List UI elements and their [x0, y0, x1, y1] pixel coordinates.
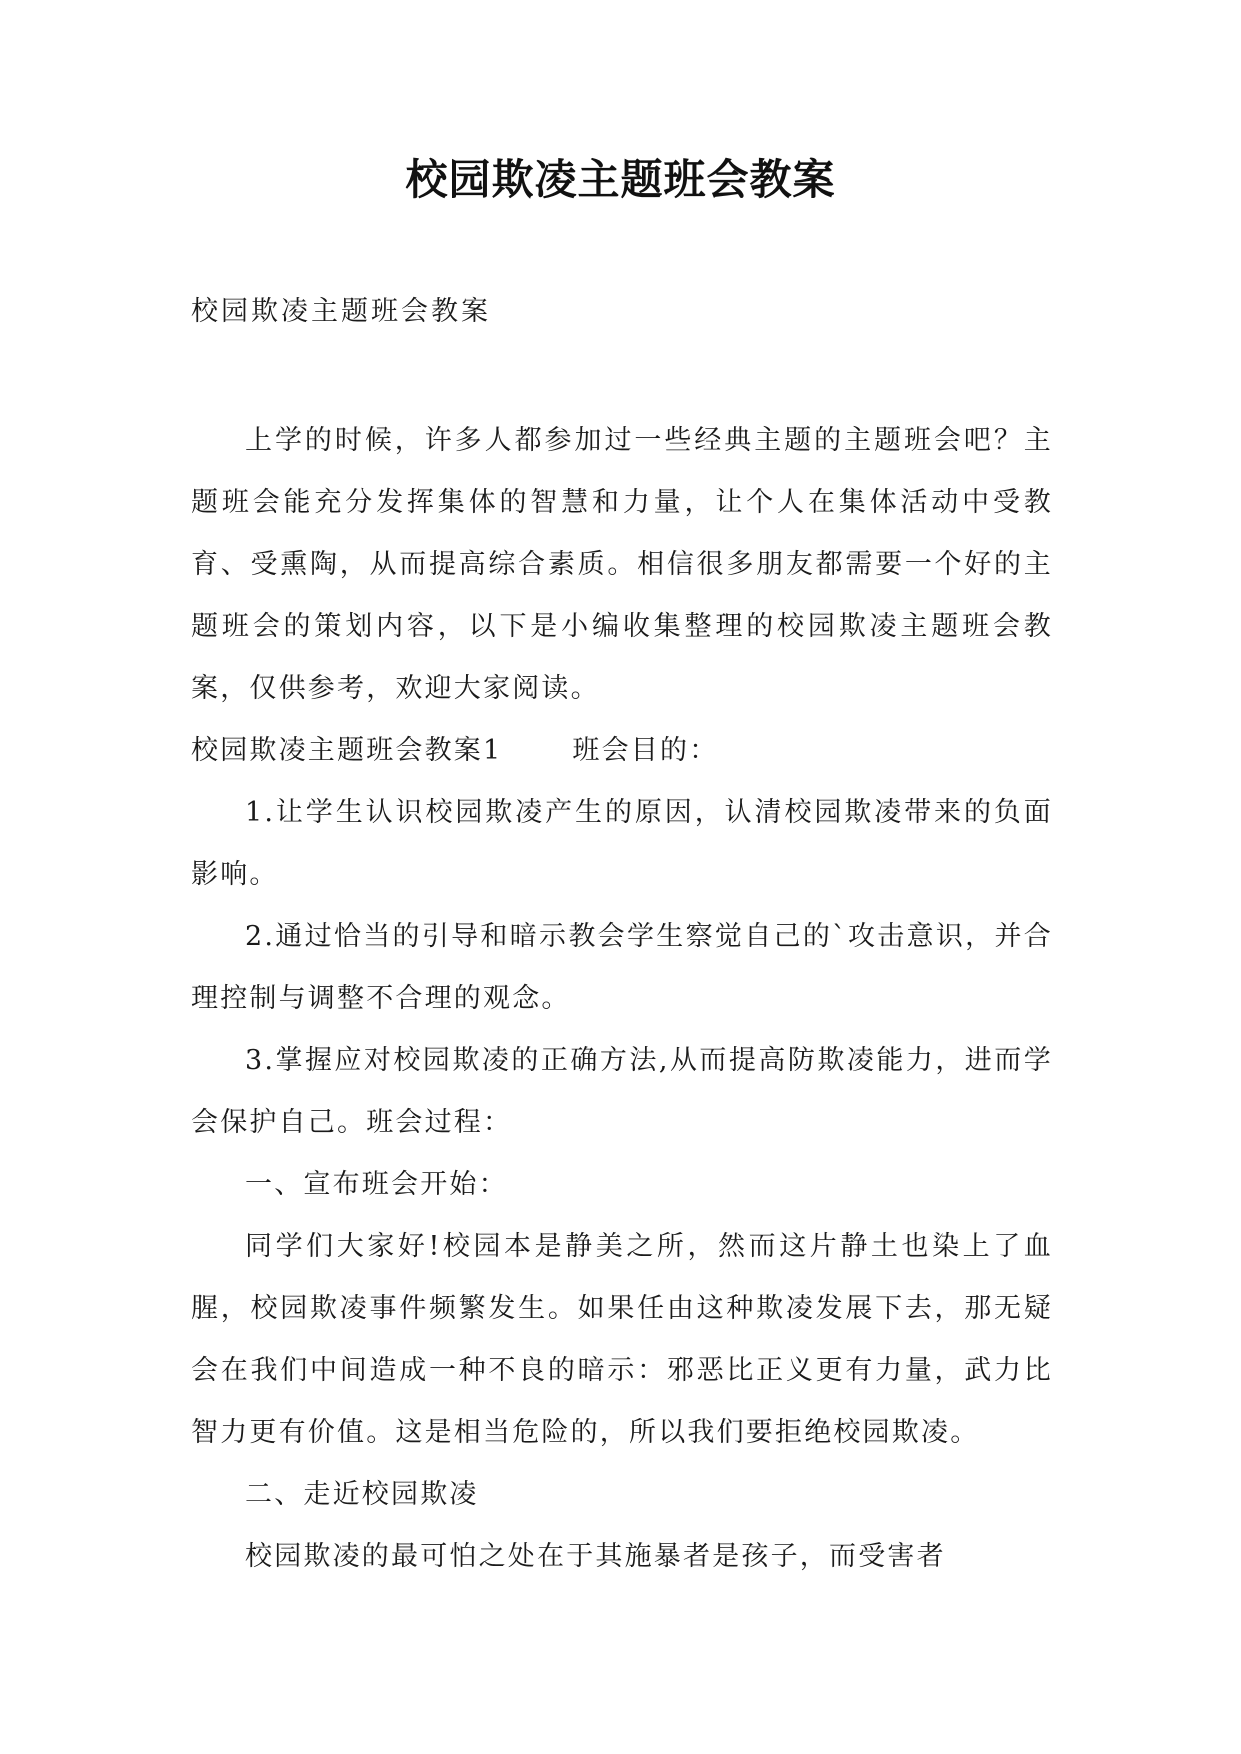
goal-item: 1.让学生认识校园欺凌产生的原因，认清校园欺凌带来的负面影响。: [191, 797, 1053, 890]
step-paragraph: 校园欺凌的最可怕之处在于其施暴者是孩子，而受害者: [245, 1541, 946, 1572]
step-heading: 一、宣布班会开始：: [245, 1169, 508, 1200]
goal-item: 2.通过恰当的引导和暗示教会学生察觉自己的`攻击意识，并合理控制与调整不合理的观念。: [191, 921, 1053, 1014]
step-heading: 二、走近校园欺凌: [245, 1479, 479, 1510]
document-title: 校园欺凌主题班会教案: [405, 155, 836, 204]
section-heading-line: [191, 720, 1053, 782]
document-subtitle: 校园欺凌主题班会教案: [191, 296, 491, 327]
intro-paragraph: 上学的时候，许多人都参加过一些经典主题的主题班会吧？主题班会能充分发挥集体的智慧和力量，让个人在集体活动中受教育、受熏陶，从而提高综合素质。相信很多朋友都需要一个好的主题班会的策划内容，以下是小编收集整理的校园欺凌主题班会教案，仅供参考，欢迎大家阅读。: [191, 425, 1053, 704]
step-paragraph: 同学们大家好!校园本是静美之所，然而这片静土也染上了血腥，校园欺凌事件频繁发生。如果任由这种欺凌发展下去，那无疑会在我们中间造成一种不良的暗示：邪恶比正义更有力量，武力比智力更有价值。这是相当危险的，所以我们要拒绝校园欺凌。: [191, 1231, 1053, 1448]
section-heading: 校园欺凌主题班会教案1: [191, 735, 503, 766]
document-body: [191, 410, 1053, 1588]
goal-item: 3.掌握应对校园欺凌的正确方法,从而提高防欺凌能力，进而学会保护自己。班会过程：: [191, 1045, 1053, 1138]
goal-label: 班会目的：: [572, 735, 719, 766]
